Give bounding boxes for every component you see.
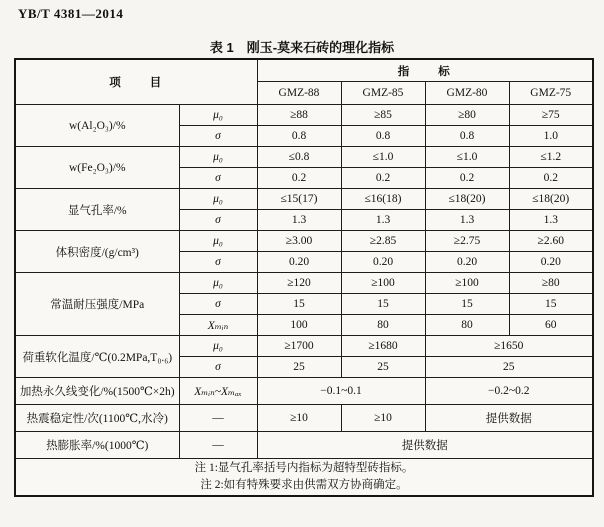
row-label-thermal-shock: 热震稳定性/次(1100℃,水冷) [15, 405, 179, 432]
value-cell: 提供数据 [425, 405, 593, 432]
stat-symbol-cell: μ₀ [179, 189, 257, 210]
stat-symbol-cell: σ [179, 357, 257, 378]
value-cell: 1.3 [425, 210, 509, 231]
stat-symbol-cell: Xₘᵢₙ [179, 315, 257, 336]
value-cell: ≥2.85 [341, 231, 425, 252]
value-cell: ≥1680 [341, 336, 425, 357]
note-line-2: 注 2:如有特殊要求由供需双方协商确定。 [200, 479, 408, 491]
value-cell: ≥3.00 [257, 231, 341, 252]
header-item-cell: 项 目 [15, 59, 257, 105]
header-indicator-cell: 指 标 [257, 59, 593, 82]
value-cell: ≤1.2 [509, 147, 593, 168]
value-cell: −0.1~0.1 [257, 378, 425, 405]
stat-symbol-cell: — [179, 405, 257, 432]
stat-symbol-cell: Xₘᵢₙ~Xₘₐₓ [179, 378, 257, 405]
value-cell: ≤18(20) [425, 189, 509, 210]
row-label-al2o3: w(Al₂O₃)/% [15, 105, 179, 147]
table-caption: 表 1 刚玉-莫来石砖的理化指标 [209, 40, 395, 55]
value-cell: 0.8 [257, 126, 341, 147]
value-cell: ≥80 [425, 105, 509, 126]
value-cell: 0.20 [425, 252, 509, 273]
note-line-1: 注 1:显气孔率括号内指标为超特型砖指标。 [194, 462, 414, 474]
grade-header-gmz88: GMZ-88 [257, 82, 341, 105]
value-cell: 提供数据 [257, 432, 593, 459]
value-cell: ≤18(20) [509, 189, 593, 210]
value-cell: 0.20 [257, 252, 341, 273]
value-cell: 0.2 [425, 168, 509, 189]
doc-code: YB/T 4381—2014 [18, 6, 124, 21]
grade-header-gmz75: GMZ-75 [509, 82, 593, 105]
value-cell: 15 [509, 294, 593, 315]
row-label-bulk-density: 体积密度/(g/cm³) [15, 231, 179, 273]
value-cell: 0.2 [257, 168, 341, 189]
value-cell: ≥100 [341, 273, 425, 294]
table-notes-cell [15, 459, 593, 497]
value-cell: ≥75 [509, 105, 593, 126]
value-cell: ≥100 [425, 273, 509, 294]
grade-header-gmz80: GMZ-80 [425, 82, 509, 105]
value-cell: 0.20 [341, 252, 425, 273]
value-cell: 0.8 [341, 126, 425, 147]
grade-header-gmz85: GMZ-85 [341, 82, 425, 105]
value-cell: ≥1700 [257, 336, 341, 357]
value-cell: −0.2~0.2 [425, 378, 593, 405]
value-cell: ≥10 [257, 405, 341, 432]
value-cell: 80 [341, 315, 425, 336]
stat-symbol-cell: μ₀ [179, 147, 257, 168]
row-label-linear-change: 加热永久线变化/%(1500℃×2h) [15, 378, 179, 405]
value-cell: 25 [257, 357, 341, 378]
row-label-porosity: 显气孔率/% [15, 189, 179, 231]
stat-symbol-cell: μ₀ [179, 273, 257, 294]
value-cell: 0.2 [509, 168, 593, 189]
stat-symbol-cell: σ [179, 168, 257, 189]
value-cell: 0.20 [509, 252, 593, 273]
value-cell: ≥85 [341, 105, 425, 126]
value-cell: 1.3 [341, 210, 425, 231]
value-cell: ≤15(17) [257, 189, 341, 210]
value-cell: 100 [257, 315, 341, 336]
value-cell: 0.2 [341, 168, 425, 189]
value-cell: 25 [341, 357, 425, 378]
value-cell: 1.0 [509, 126, 593, 147]
stat-symbol-cell: μ₀ [179, 336, 257, 357]
value-cell: ≤0.8 [257, 147, 341, 168]
value-cell: 60 [509, 315, 593, 336]
value-cell: ≥88 [257, 105, 341, 126]
row-label-fe2o3: w(Fe₂O₃)/% [15, 147, 179, 189]
value-cell: 1.3 [509, 210, 593, 231]
stat-symbol-cell: — [179, 432, 257, 459]
value-cell: 25 [425, 357, 593, 378]
value-cell: ≥80 [509, 273, 593, 294]
value-cell: ≥2.75 [425, 231, 509, 252]
stat-symbol-cell: σ [179, 126, 257, 147]
value-cell: ≤1.0 [425, 147, 509, 168]
stat-symbol-cell: μ₀ [179, 105, 257, 126]
value-cell: 15 [425, 294, 509, 315]
value-cell: ≥1650 [425, 336, 593, 357]
value-cell: 0.8 [425, 126, 509, 147]
row-label-crushing-strength: 常温耐压强度/MPa [15, 273, 179, 336]
value-cell: 80 [425, 315, 509, 336]
value-cell: 15 [257, 294, 341, 315]
value-cell: 15 [341, 294, 425, 315]
indicators-table [14, 58, 594, 497]
stat-symbol-cell: μ₀ [179, 231, 257, 252]
value-cell: ≥120 [257, 273, 341, 294]
row-label-thermal-expansion: 热膨胀率/%(1000℃) [15, 432, 179, 459]
value-cell: ≥10 [341, 405, 425, 432]
stat-symbol-cell: σ [179, 294, 257, 315]
stat-symbol-cell: σ [179, 210, 257, 231]
value-cell: ≤16(18) [341, 189, 425, 210]
value-cell: ≤1.0 [341, 147, 425, 168]
value-cell: ≥2.60 [509, 231, 593, 252]
stat-symbol-cell: σ [179, 252, 257, 273]
value-cell: 1.3 [257, 210, 341, 231]
row-label-softening-temp: 荷重软化温度/℃(0.2MPa,T₀.₆) [15, 336, 179, 378]
